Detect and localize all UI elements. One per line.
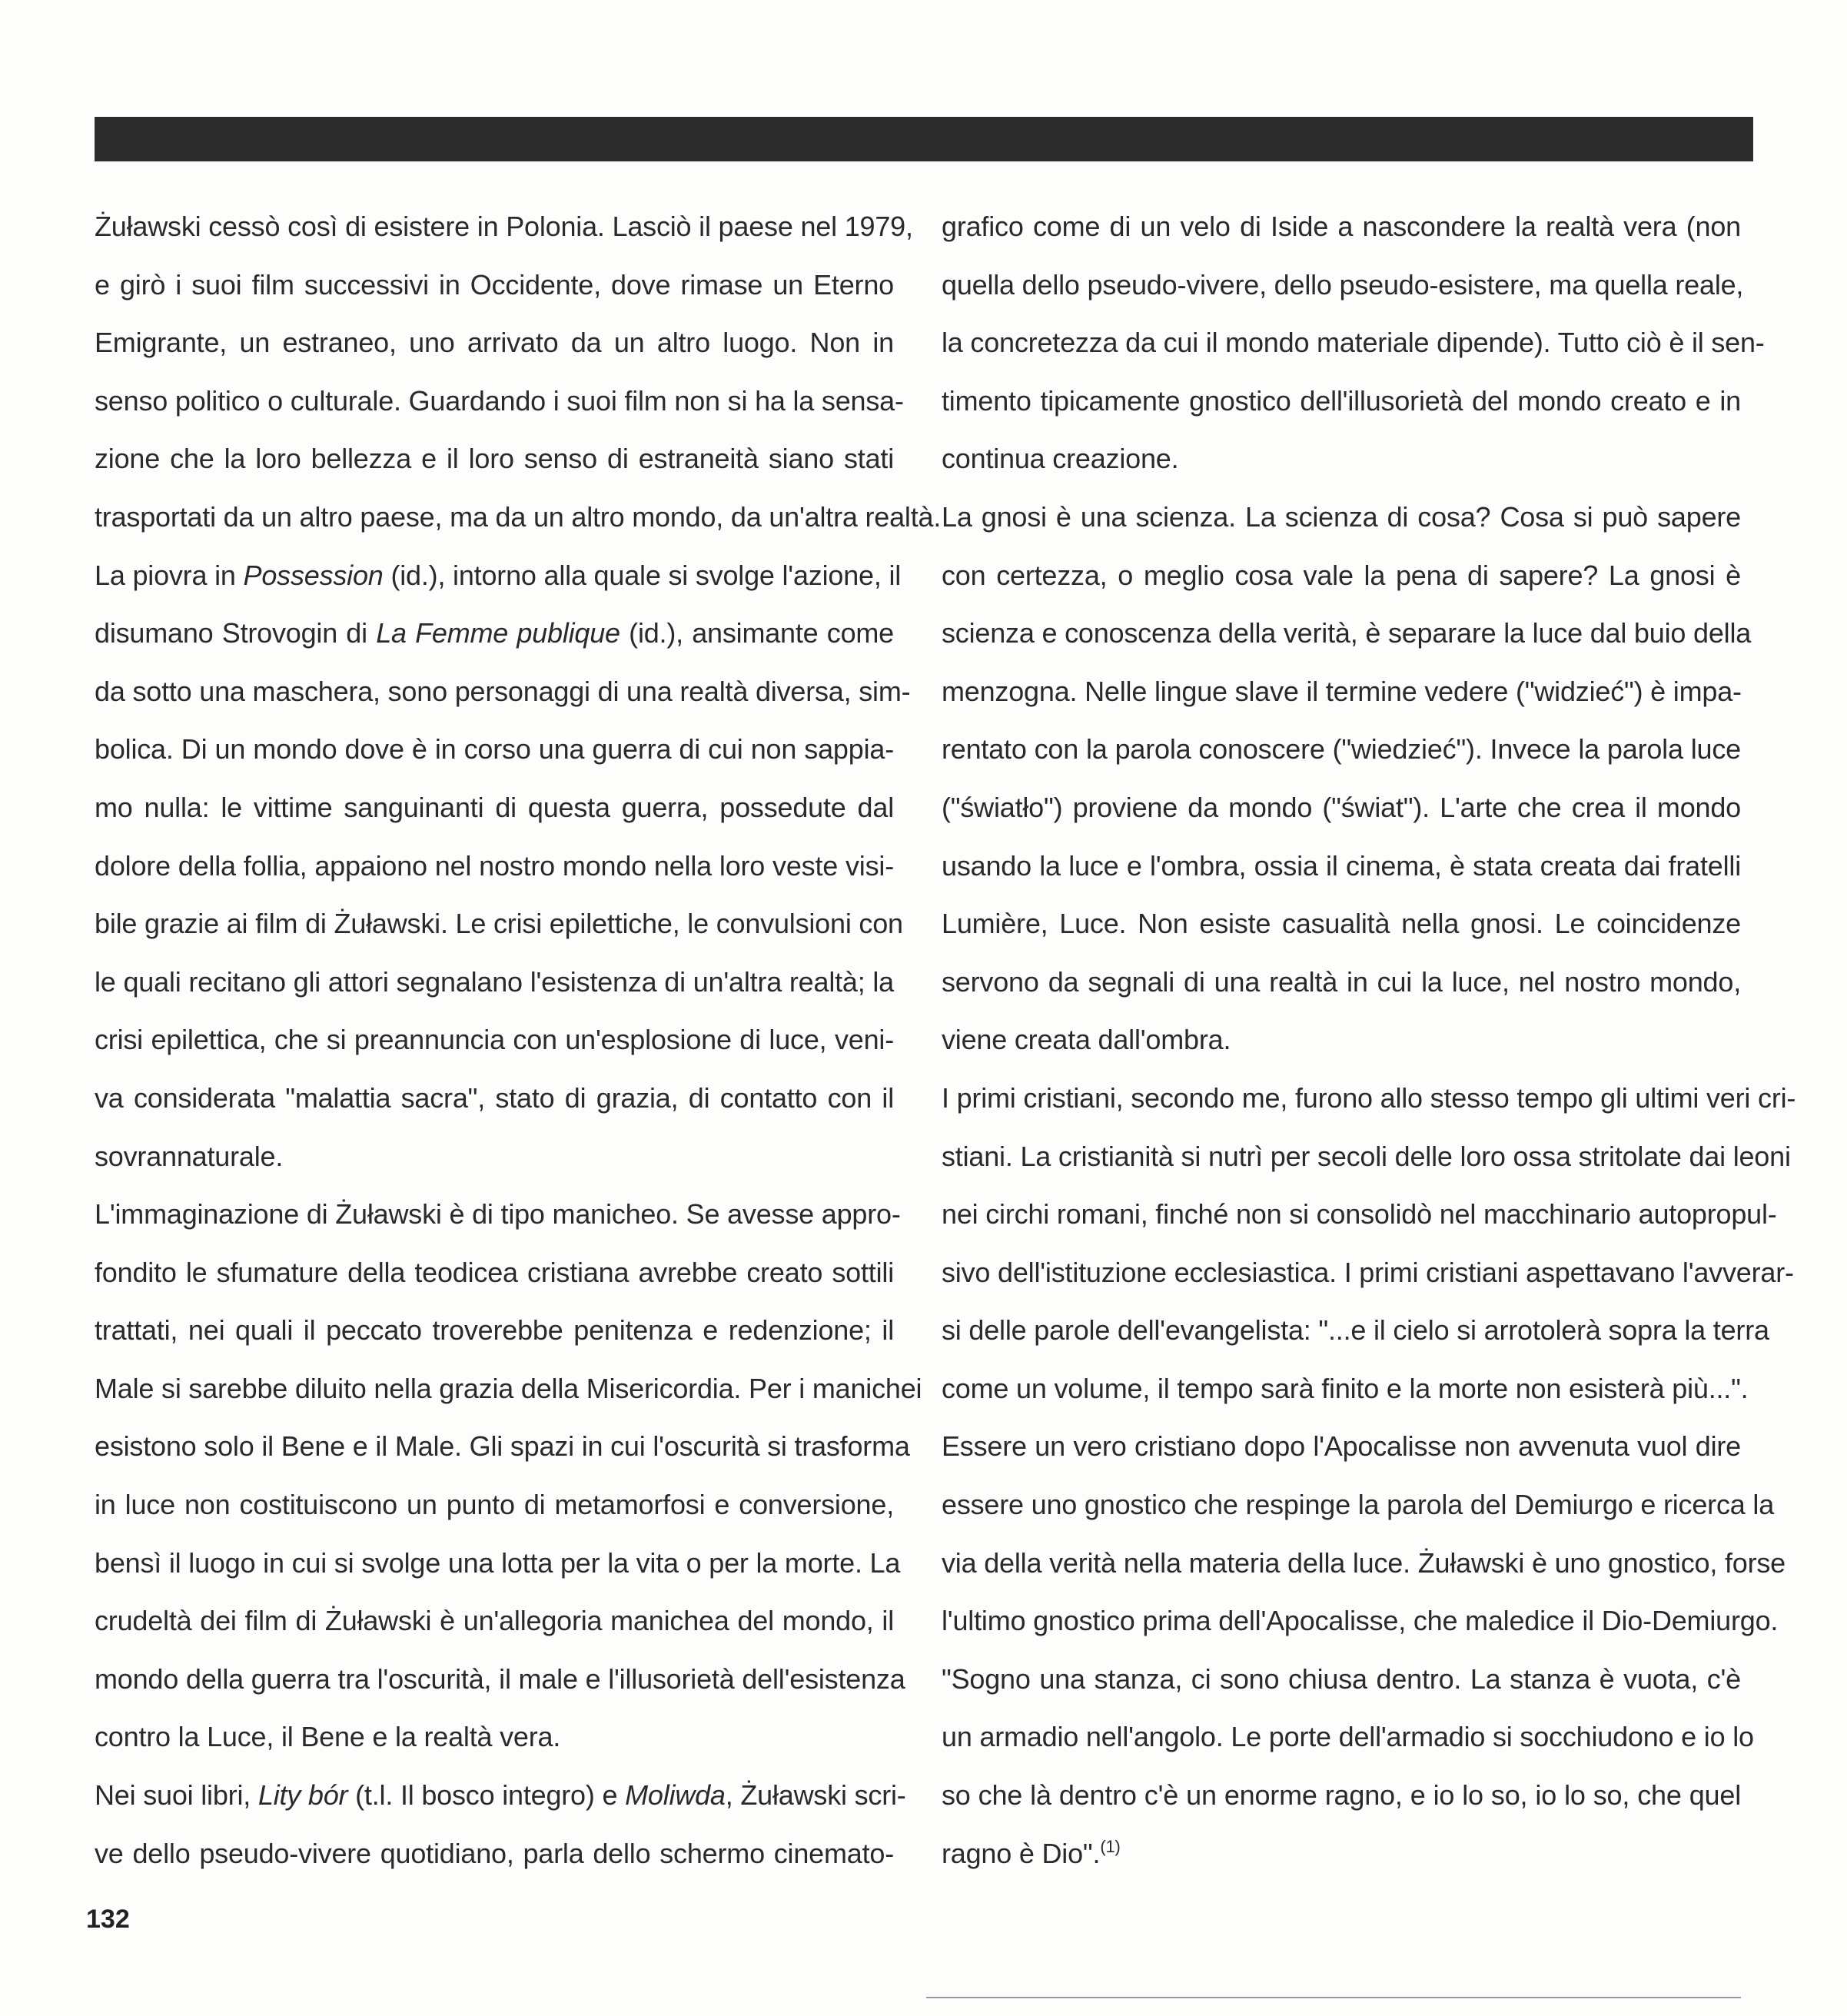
text-line [95, 1301, 894, 1360]
text-run: ve dello pseudo-vivere quotidiano, parla dello schermo cinemato- [95, 1837, 894, 1869]
text-line [95, 1708, 894, 1766]
text-line [95, 1476, 894, 1534]
text-run: va considerata "malattia sacra", stato di grazia, di contatto con il [95, 1081, 894, 1114]
page-number: 132 [86, 1905, 130, 1934]
text-run: come un volume, il tempo sarà finito e la morte non esisterà più...". [942, 1372, 1749, 1404]
text-line [95, 488, 942, 546]
text-line [95, 1360, 922, 1418]
text-run: con certezza, o meglio cosa vale la pena di sapere? La gnosi è [942, 559, 1741, 591]
footnote-marker: (1) [1100, 1836, 1121, 1856]
text-run: so che là dentro c'è un enorme ragno, e io lo so, io lo so, che quel [942, 1779, 1741, 1812]
text-line [942, 604, 1752, 663]
text-line [942, 895, 1741, 953]
text-run: mo nulla: le vittime sanguinanti di questa guerra, possedute dal [95, 791, 894, 823]
text-line [95, 546, 902, 605]
text-run: crudeltà dei film di Żuławski è un'allegoria manichea del mondo, il [95, 1605, 894, 1637]
text-line [942, 1185, 1777, 1244]
text-run: timento tipicamente gnostico dell'illusorietà del mondo creato e in [942, 384, 1741, 417]
text-line [942, 430, 1741, 488]
text-run: stiani. La cristianità si nutrì per secoli delle loro ossa stritolate dai leoni [942, 1140, 1791, 1172]
text-run: bolica. Di un mondo dove è in corso una guerra di cui non sappia- [95, 733, 894, 766]
italic-title: Possession [243, 559, 384, 591]
italic-title: La Femme publique [376, 617, 620, 649]
text-run: I primi cristiani, secondo me, furono allo stesso tempo gli ultimi veri cri- [942, 1081, 1796, 1114]
text-run: La piovra in [95, 559, 244, 591]
text-run: zione che la loro bellezza e il loro senso di estraneità siano stati [95, 443, 894, 475]
text-run: bensì il luogo in cui si svolge una lotta per la vita o per la morte. La [95, 1546, 901, 1579]
text-run: continua creazione. [942, 443, 1179, 475]
header-bar [95, 117, 1753, 161]
text-run: da sotto una maschera, sono personaggi di una realtà diversa, sim- [95, 675, 911, 707]
text-line [942, 372, 1741, 430]
text-run: nei circhi romani, finché non si consolidò nel macchinario autopropul- [942, 1198, 1777, 1231]
text-line [942, 546, 1741, 605]
text-run: le quali recitano gli attori segnalano l'esistenza di un'altra realtà; la [95, 965, 894, 998]
text-line [942, 1766, 1741, 1825]
text-run: L'immaginazione di Żuławski è di tipo manicheo. Se avesse appro- [95, 1198, 901, 1231]
text-line [95, 198, 913, 256]
text-line [942, 256, 1744, 314]
text-line [942, 1476, 1775, 1534]
text-line [95, 1244, 894, 1302]
text-run: dolore della follia, appaiono nel nostro mondo nella loro veste visi- [95, 849, 894, 882]
text-line [942, 1301, 1769, 1360]
text-line [942, 1360, 1749, 1418]
text-run: sovrannaturale. [95, 1140, 284, 1172]
text-line [942, 1244, 1794, 1302]
text-run: via della verità nella materia della luce. Żuławski è uno gnostico, forse [942, 1546, 1786, 1579]
text-run: grafico come di un velo di Iside a nascondere la realtà vera (non [942, 211, 1741, 242]
text-line [942, 1708, 1754, 1766]
text-line [942, 198, 1741, 256]
text-line [95, 1417, 910, 1476]
text-line [95, 1825, 894, 1883]
text-run: crisi epilettica, che si preannuncia con un'esplosione di luce, veni- [95, 1024, 894, 1056]
text-line [95, 720, 894, 779]
text-line [942, 779, 1741, 837]
text-run: essere uno gnostico che respinge la parola del Demiurgo e ricerca la [942, 1489, 1775, 1521]
text-run: rentato con la parola conoscere ("wiedzieć"). Invece la parola luce [942, 733, 1741, 766]
text-line [942, 488, 1741, 546]
text-run: Essere un vero cristiano dopo l'Apocalisse non avvenuta vuol dire [942, 1430, 1741, 1463]
text-run: fondito le sfumature della teodicea cristiana avrebbe creato sottili [95, 1256, 894, 1288]
text-line [942, 1650, 1741, 1709]
text-line [942, 1069, 1796, 1128]
text-run: quella dello pseudo-vivere, dello pseudo-esistere, ma quella reale, [942, 268, 1744, 301]
text-run: l'ultimo gnostico prima dell'Apocalisse, che maledice il Dio-Demiurgo. [942, 1605, 1779, 1637]
text-line [942, 314, 1765, 372]
italic-title: Moliwda [625, 1779, 726, 1812]
text-run: (t.l. Il bosco integro) e [347, 1779, 626, 1812]
left-column [95, 198, 942, 1882]
text-run: La gnosi è una scienza. La scienza di cosa? Cosa si può sapere [942, 500, 1741, 533]
text-run: in luce non costituiscono un punto di metamorfosi e conversione, [95, 1489, 894, 1521]
text-line [942, 720, 1741, 779]
text-run: ("światło") proviene da mondo ("świat"). L'arte che crea il mondo [942, 791, 1741, 823]
text-run: scienza e conoscenza della verità, è separare la luce dal buio della [942, 617, 1752, 649]
text-line [95, 256, 894, 314]
text-run: Żuławski cessò così di esistere in Polonia. Lasciò il paese nel 1979, [95, 211, 913, 242]
text-run: servono da segnali di una realtà in cui la luce, nel nostro mondo, [942, 965, 1741, 998]
text-line [95, 1128, 894, 1186]
text-line [95, 1534, 901, 1593]
text-line [942, 663, 1741, 721]
text-run: (id.), intorno alla quale si svolge l'azione, il [383, 559, 902, 591]
text-line [95, 895, 903, 953]
right-column [942, 198, 1796, 1882]
text-run: (id.), ansimante come [620, 617, 894, 649]
text-run: menzogna. Nelle lingue slave il termine vedere ("widzieć") è impa- [942, 675, 1742, 707]
text-line [942, 1534, 1786, 1593]
text-run: contro la Luce, il Bene e la realtà vera. [95, 1721, 561, 1753]
text-line [95, 1011, 894, 1069]
text-line [95, 1185, 901, 1244]
text-line [95, 1650, 905, 1709]
text-run: , Żuławski scri- [725, 1779, 906, 1812]
text-line [95, 314, 894, 372]
text-run: bile grazie ai film di Żuławski. Le crisi epilettiche, le convulsioni con [95, 908, 903, 940]
text-run: si delle parole dell'evangelista: "...e il cielo si arrotolerà sopra la terra [942, 1314, 1769, 1347]
text-line [95, 663, 911, 721]
text-run: Male si sarebbe diluito nella grazia della Misericordia. Per i manichei [95, 1372, 922, 1404]
text-line [95, 372, 904, 430]
text-line [942, 1011, 1741, 1069]
text-run: un armadio nell'angolo. Le porte dell'armadio si socchiudono e io lo [942, 1721, 1754, 1753]
text-line [942, 953, 1741, 1011]
text-run: trattati, nei quali il peccato troverebbe penitenza e redenzione; il [95, 1314, 894, 1347]
text-run: viene creata dall'ombra. [942, 1024, 1231, 1056]
text-run: disumano Strovogin di [95, 617, 377, 649]
text-line [942, 1128, 1791, 1186]
text-run: Emigrante, un estraneo, uno arrivato da un altro luogo. Non in [95, 327, 894, 359]
text-run: senso politico o culturale. Guardando i suoi film non si ha la sensa- [95, 384, 904, 417]
italic-title: Lity bór [257, 1779, 348, 1812]
text-run: Nei suoi libri, [95, 1779, 258, 1812]
text-line [95, 953, 894, 1011]
text-run: la concretezza da cui il mondo materiale dipende). Tutto ciò è il sen- [942, 327, 1765, 359]
text-line [95, 1069, 894, 1128]
text-line [95, 1592, 894, 1650]
text-run: sivo dell'istituzione ecclesiastica. I primi cristiani aspettavano l'avverar- [942, 1256, 1794, 1288]
text-run: "Sogno una stanza, ci sono chiusa dentro. La stanza è vuota, c'è [942, 1662, 1741, 1695]
text-run: esistono solo il Bene e il Male. Gli spazi in cui l'oscurità si trasforma [95, 1430, 910, 1463]
text-line [95, 1766, 906, 1825]
text-run: trasportati da un altro paese, ma da un altro mondo, da un'altra realtà. [95, 500, 942, 533]
text-line [942, 1417, 1741, 1476]
text-run: ragno è Dio". [942, 1837, 1101, 1869]
text-line [942, 1592, 1779, 1650]
bottom-rule [926, 1997, 1741, 1998]
text-run: e girò i suoi film successivi in Occidente, dove rimase un Eterno [95, 268, 894, 301]
text-run: mondo della guerra tra l'oscurità, il male e l'illusorietà dell'esistenza [95, 1662, 905, 1695]
text-line [95, 430, 894, 488]
text-run: usando la luce e l'ombra, ossia il cinema, è stata creata dai fratelli [942, 849, 1741, 882]
text-line [942, 837, 1741, 895]
text-line [95, 604, 894, 663]
text-line [95, 837, 894, 895]
text-line [95, 779, 894, 837]
text-run: Lumière, Luce. Non esiste casualità nella gnosi. Le coincidenze [942, 908, 1741, 940]
text-line [942, 1825, 1741, 1883]
